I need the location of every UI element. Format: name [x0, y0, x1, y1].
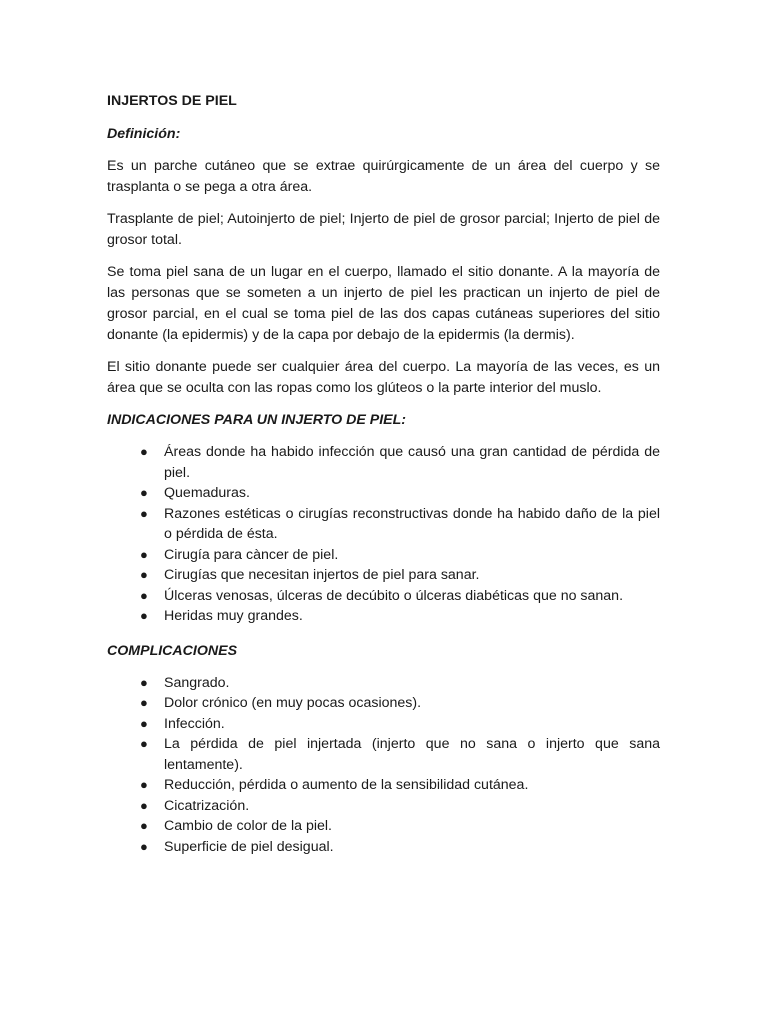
- paragraph: El sitio donante puede ser cualquier área del cuerpo. La mayoría de las veces, es un área que se oculta con las ropas como los glúteos o la parte interior del muslo.: [107, 359, 660, 396]
- list-item-text: Áreas donde ha habido infección que causó una gran cantidad de pérdida de piel.: [164, 444, 660, 481]
- complications-list: [107, 673, 660, 858]
- list-item-text: Dolor crónico (en muy pocas ocasiones).: [164, 695, 422, 711]
- bullet-icon: ●: [140, 818, 148, 833]
- bullet-icon: ●: [140, 674, 148, 690]
- bullet-icon: ●: [140, 587, 148, 603]
- bullet-icon: ●: [140, 777, 148, 792]
- list-item: [140, 442, 660, 483]
- list-item: [140, 837, 660, 858]
- bullet-icon: ●: [140, 485, 148, 500]
- list-item: [140, 796, 660, 817]
- list-item-text: Quemaduras.: [164, 485, 250, 501]
- list-item-text: Úlceras venosas, úlceras de decúbito o úlceras diabéticas que no sanan.: [164, 587, 624, 604]
- list-item: [140, 775, 660, 796]
- document-page: [107, 91, 660, 871]
- list-item-text: Sangrado.: [164, 674, 230, 691]
- list-item-text: Heridas muy grandes.: [164, 608, 303, 624]
- list-item-text: Cirugías que necesitan injertos de piel para sanar.: [164, 567, 480, 583]
- paragraph: Es un parche cutáneo que se extrae quirúrgicamente de un área del cuerpo y se trasplanta o se pega a otra área.: [107, 158, 660, 195]
- definition-heading: Definición:: [107, 126, 181, 142]
- indications-list: [107, 442, 660, 627]
- bullet-icon: ●: [140, 444, 148, 459]
- complications-heading: COMPLICACIONES: [107, 642, 238, 659]
- list-item-text: Reducción, pérdida o aumento de la sensibilidad cutánea.: [164, 777, 529, 793]
- list-item: [140, 483, 660, 504]
- bullet-icon: ●: [140, 567, 148, 582]
- list-item-text: Infección.: [164, 715, 225, 732]
- list-item: [140, 693, 660, 714]
- list-item: [140, 565, 660, 586]
- list-item: [140, 545, 660, 566]
- list-item-text: Cambio de color de la piel.: [164, 818, 332, 834]
- paragraph: Trasplante de piel; Autoinjerto de piel; Injerto de piel de grosor parcial; Injerto de piel de grosor total.: [107, 211, 660, 248]
- bullet-icon: ●: [140, 505, 148, 521]
- list-item: [140, 816, 660, 837]
- list-item: [140, 504, 660, 545]
- bullet-icon: ●: [140, 546, 148, 562]
- list-item: [140, 714, 660, 735]
- list-item: [140, 586, 660, 607]
- list-item: [140, 606, 660, 627]
- bullet-icon: ●: [140, 797, 148, 813]
- indications-heading: INDICACIONES PARA UN INJERTO DE PIEL:: [107, 412, 407, 428]
- bullet-icon: ●: [140, 838, 148, 854]
- list-item-text: Superficie de piel desigual.: [164, 838, 334, 855]
- list-item-text: Cirugía para càncer de piel.: [164, 546, 339, 563]
- bullet-icon: ●: [140, 715, 148, 731]
- bullet-icon: ●: [140, 695, 148, 710]
- list-item-text: Razones estéticas o cirugías reconstructivas donde ha habido daño de la piel o pérdida de ésta.: [164, 505, 660, 542]
- document-title: INJERTOS DE PIEL: [107, 93, 237, 109]
- paragraph: Se toma piel sana de un lugar en el cuerpo, llamado el sitio donante. A la mayoría de las personas que se someten a un injerto de piel les practican un injerto de piel de grosor parcial, en el cual se toma piel de las dos capas cutáneas superiores del sitio donante (la epidermis) y de la capa por debajo de la epidermis (la dermis).: [107, 264, 660, 343]
- list-item-text: Cicatrización.: [164, 797, 250, 814]
- list-item: [140, 673, 660, 694]
- list-item: [140, 734, 660, 775]
- bullet-icon: ●: [140, 736, 148, 751]
- bullet-icon: ●: [140, 608, 148, 623]
- list-item-text: La pérdida de piel injertada (injerto que no sana o injerto que sana lentamente).: [164, 736, 660, 773]
